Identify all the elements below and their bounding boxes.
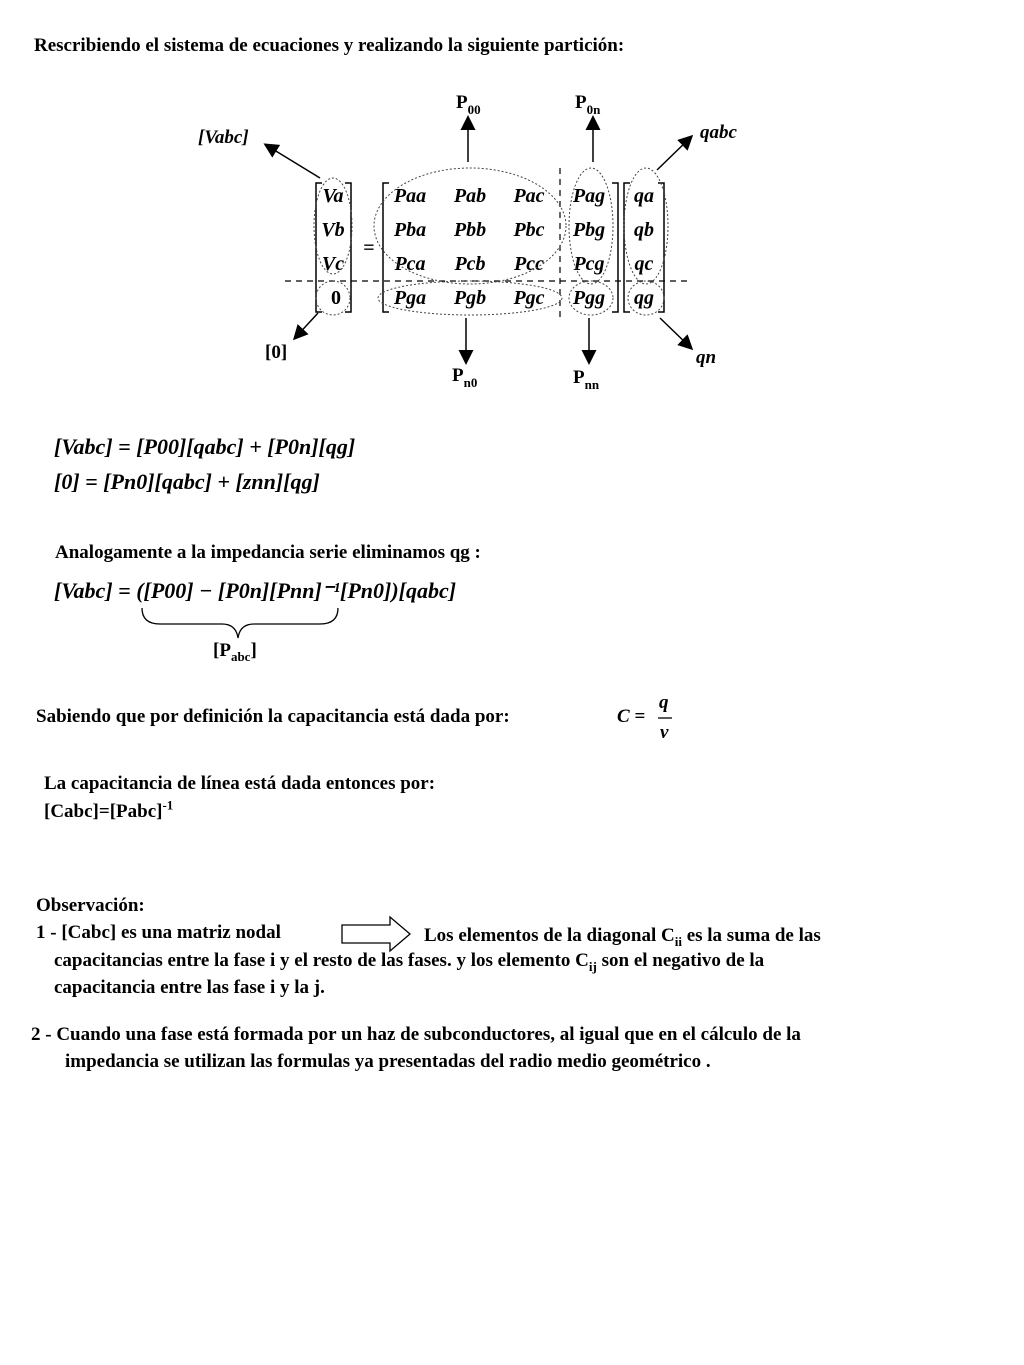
label-vabc: [Vabc] (198, 127, 249, 148)
q-element: qb (634, 219, 654, 241)
label-p0n: $P_{0n}$ (575, 92, 601, 117)
arrow-zero (295, 313, 318, 338)
matrix-cell: Pgg (572, 287, 606, 309)
v-element: Vb (321, 219, 345, 241)
cap-formula-lhs: C = (617, 706, 646, 727)
cap-formula-den: v (660, 722, 669, 743)
matrix-cell: Pag (572, 185, 606, 207)
equation-1: [Vabc] = [P00][qabc] + [P0n][qg] (54, 434, 356, 459)
matrix-cell: Pcb (454, 253, 486, 275)
matrix-cell: Pgb (453, 287, 487, 309)
equation-2: [0] = [Pn0][qabc] + [znn][qg] (54, 469, 320, 494)
observation-1-line-2: capacitancias entre la fase i y el resto de las fases. y los elemento $C_{ij}$ son el negativo de la (54, 950, 765, 974)
matrix-cell: Pab (453, 185, 487, 207)
matrix-cell: Paa (393, 185, 427, 207)
v-element: Va (322, 185, 344, 207)
observation-1-line-1: Los elementos de la diagonal $C_{ii}$ es la suma de las (424, 925, 821, 949)
matrix-cell: Pbc (513, 219, 545, 241)
arrow-qabc (657, 137, 691, 170)
cap-formula-num: q (659, 692, 669, 713)
v-element: 0 (331, 287, 341, 309)
observation-2-line-1: 2 - Cuando una fase está formada por un haz de subconductores, al igual que en el cálculo de la (31, 1024, 801, 1045)
observation-title: Observación: (36, 895, 145, 916)
observation-2-line-2: impedancia se utilizan las formulas ya presentadas del radio medio geométrico . (65, 1051, 711, 1072)
p-left-bracket (383, 183, 389, 312)
pabc-label: $[P_{abc}]$ (213, 640, 257, 664)
matrix-cell: Pca (394, 253, 426, 275)
matrix-cell: Pgc (513, 287, 545, 309)
underbrace (142, 608, 338, 638)
arrow-vabc (266, 145, 320, 178)
equation-3: [Vabc] = ([P00] − [P0n][Pnn]⁻¹[Pn0])[qabc] (54, 578, 457, 603)
label-pnn: $P_{nn}$ (573, 367, 600, 392)
q-element: qc (634, 253, 654, 275)
p-right-bracket (612, 183, 618, 312)
line-cap-text: La capacitancia de línea está dada entonces por: (44, 773, 436, 794)
cabc-formula: [Cabc]=[Pabc]$^{-1}$ (44, 797, 174, 822)
label-zero-vector: [0] (265, 342, 288, 363)
observation-1-line-3: capacitancia entre las fase i y la j. (54, 977, 325, 998)
q-element: qg (634, 287, 654, 309)
matrix-cell: Pbb (453, 219, 487, 241)
matrix-cell: Pga (393, 287, 427, 309)
equals-sign: = (363, 237, 375, 259)
capacitance-text: Sabiendo que por definición la capacitancia está dada por: (36, 706, 510, 727)
heading: Rescribiendo el sistema de ecuaciones y realizando la siguiente partición: (34, 35, 625, 56)
matrix-cell: Pcg (573, 253, 605, 275)
observation-1-label: 1 - [Cabc] es una matriz nodal (36, 922, 281, 943)
label-qabc: qabc (700, 122, 737, 143)
q-right-bracket (658, 183, 664, 312)
matrix-cell: Pac (513, 185, 545, 207)
label-pn0: $P_{n0}$ (452, 365, 478, 390)
analog-text: Analogamente a la impedancia serie eliminamos qg : (55, 542, 481, 563)
label-p00: $P_{00}$ (456, 92, 481, 117)
label-qn: qn (696, 347, 717, 368)
matrix-cell: Pcc (514, 253, 544, 275)
matrix-cell: Pba (393, 219, 427, 241)
v-element: Vc (321, 253, 345, 275)
q-element: qa (634, 185, 654, 207)
matrix-cell: Pbg (572, 219, 606, 241)
arrow-qn (660, 318, 691, 348)
implies-arrow-icon (342, 917, 410, 951)
